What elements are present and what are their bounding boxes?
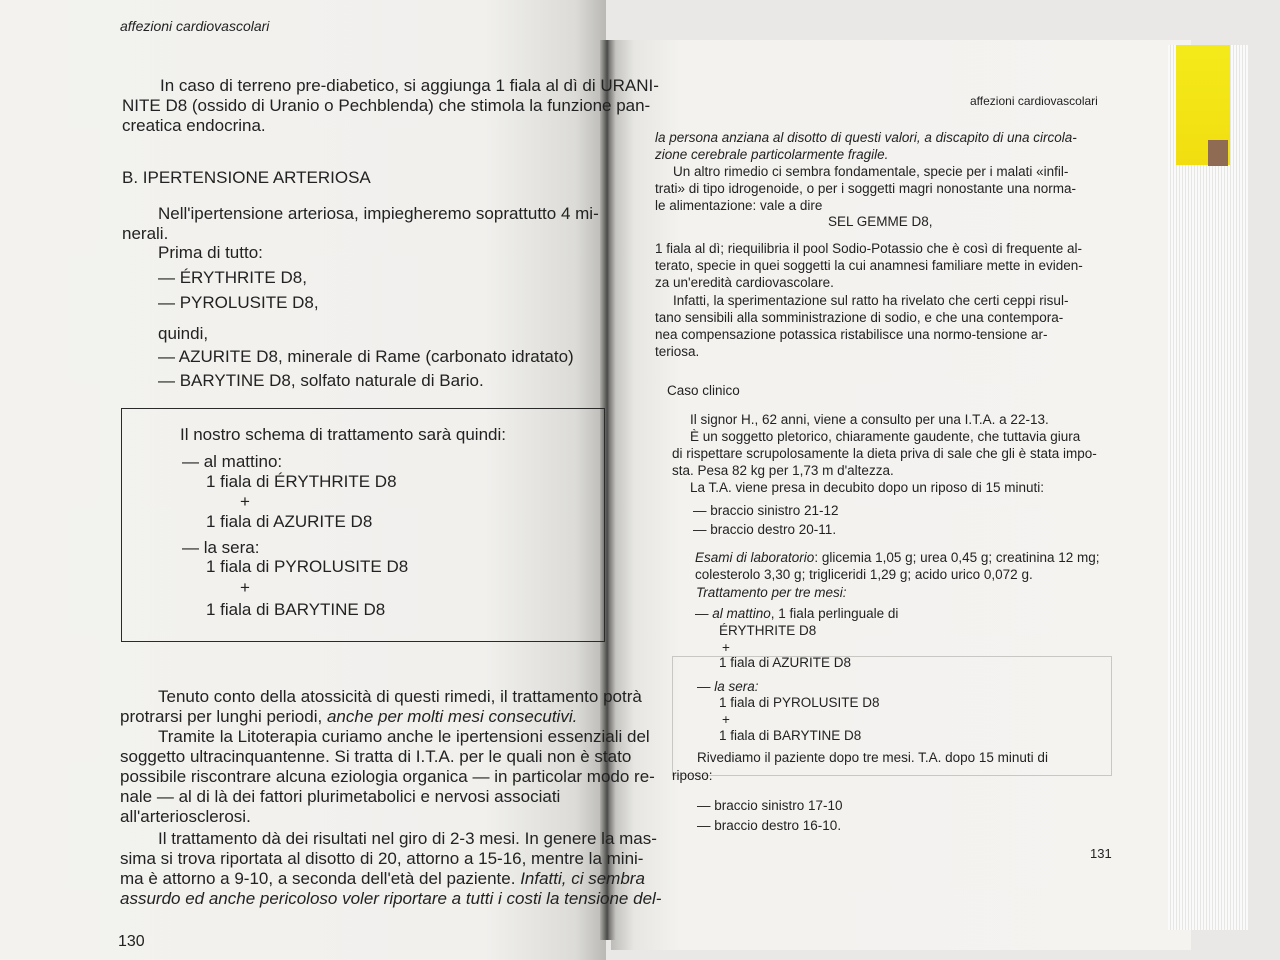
para2-line-1: Tenuto conto della atossicità di questi rimedi, il trattamento potrà [158,687,642,706]
para2-line-4: soggetto ultracinquantenne. Si tratta di I.T.A. per le quali non è stato [120,747,632,766]
list1-item-2: — PYROLUSITE D8, [158,293,319,312]
review-line-1: Rivediamo il paziente dopo tre mesi. T.A. dopo 15 minuti di [697,750,1048,765]
scheme-plus-1: + [240,492,250,511]
scheme-evening: — la sera: [182,538,260,557]
r-para1-line-3: le alimentazione: vale a dire [655,198,823,213]
intro-line-3: creatica endocrina. [122,116,266,135]
para2-line-6: nale — al di là dei fattori plurimetabolici e nervosi associati [120,787,561,806]
r-para1-line-2: trati» di tipo idrogenoide, o per i soggetti magri nonostante una norma- [655,181,1077,196]
r-para3-line-3: nea compensazione potassica ristabilisce una normo-tensione ar- [655,327,1048,342]
case-title: Caso clinico [667,383,740,398]
exams-line-2: colesterolo 3,30 g; trigliceridi 1,29 g; acido urico 0,072 g. [695,567,1033,582]
para1-line-2: nerali. [122,224,169,243]
r-para2-line-1: 1 fiala al dì; riequilibria il pool Sodio-Potassio che è così di frequente al- [655,241,1082,256]
section-title: B. IPERTENSIONE ARTERIOSA [122,168,371,187]
intro-line-1: In caso di terreno pre-diabetico, si aggiunga 1 fiala al dì di URANI- [160,76,659,95]
list2-item-1: — AZURITE D8, minerale di Rame (carbonato idratato) [158,347,574,366]
case-line-5: La T.A. viene presa in decubito dopo un riposo di 15 minuti: [690,480,1044,495]
case-line-2: È un soggetto pletorico, chiaramente gaudente, che tuttavia giura [690,429,1081,444]
para3-line-3: ma è attorno a 9-10, a seconda dell'età del paziente. Infatti, ci sembra [120,869,645,888]
para2-line-3: Tramite la Litoterapia curiamo anche le ipertensioni essenziali del [158,727,650,746]
r-morning-2: 1 fiala di AZURITE D8 [719,655,852,670]
intro-line-2: NITE D8 (ossido di Uranio o Pechblenda) che stimola la funzione pan- [122,96,651,115]
r-para2-line-2: terato, specie in quei soggetti la cui anamnesi familiare mette in eviden- [655,258,1083,273]
remedy-sel-gemme: SEL GEMME D8, [828,214,933,229]
r-evening-1: 1 fiala di PYROLUSITE D8 [719,695,880,710]
r-plus-1: + [722,640,730,655]
bp2-left: — braccio sinistro 17-10 [697,798,843,813]
r-para2-line-3: za un'eredità cardiovascolare. [655,275,834,290]
right-running-head: affezioni cardiovascolari [970,94,1098,108]
scheme-evening-2: 1 fiala di BARYTINE D8 [206,600,386,619]
para3-line-4: assurdo ed anche pericoloso voler riportare a tutti i costi la tensione del- [120,889,662,908]
para3-line-1: Il trattamento dà dei risultati nel giro di 2-3 mesi. In genere la mas- [158,829,657,848]
r-para3-line-2: tano sensibili alla somministrazione di sodio, e che una contempora- [655,310,1064,325]
r-evening-2: 1 fiala di BARYTINE D8 [719,728,862,743]
r-para3-line-4: teriosa. [655,344,700,359]
scheme-plus-2: + [240,578,250,597]
para1-line-1: Nell'ipertensione arteriosa, impiegheremo soprattutto 4 mi- [158,204,599,223]
scheme-morning-2: 1 fiala di AZURITE D8 [206,512,373,531]
r-plus-2: + [722,712,730,727]
cont-line-1: la persona anziana al disotto di questi valori, a discapito di una circola- [655,130,1077,145]
scheme-title: Il nostro schema di trattamento sarà quindi: [180,425,506,444]
scheme-morning-1: 1 fiala di ÉRYTHRITE D8 [206,472,397,491]
right-page-number: 131 [1090,846,1112,861]
bp1-right: — braccio destro 20-11. [693,522,837,537]
bp1-left: — braccio sinistro 21-12 [693,503,839,518]
case-line-4: sta. Pesa 82 kg per 1,73 m d'altezza. [672,463,894,478]
r-morning: — al mattino, 1 fiala perlinguale di [695,606,899,621]
para1-line-3: Prima di tutto: [158,243,263,262]
r-para1-line-1: Un altro rimedio ci sembra fondamentale, specie per i malati «infil- [673,164,1069,179]
para2-line-5: possibile riscontrare alcuna eziologia organica — in particolar modo re- [120,767,655,786]
list2-item-2: — BARYTINE D8, solfato naturale di Bario. [158,371,484,390]
para2-line-2: protrarsi per lunghi periodi, anche per molti mesi consecutivi. [120,707,578,726]
exams-line-1: Esami di laboratorio: glicemia 1,05 g; urea 0,45 g; creatinina 12 mg; [695,550,1100,565]
cont-line-2: zione cerebrale particolarmente fragile. [655,147,889,162]
quindi-text: quindi, [158,324,209,343]
left-page-number: 130 [118,933,145,950]
list1-item-1: — ÉRYTHRITE D8, [158,268,307,287]
r-evening: — la sera: [697,679,759,694]
r-morning-1: ÉRYTHRITE D8 [719,623,817,638]
scheme-morning: — al mattino: [182,452,283,471]
left-running-head: affezioni cardiovascolari [120,18,270,34]
r-para3-line-1: Infatti, la sperimentazione sul ratto ha rivelato che certi ceppi risul- [673,293,1069,308]
para2-line-7: all'arteriosclerosi. [120,807,251,826]
page-edges [1168,45,1248,930]
para3-line-2: sima si trova riportata al disotto di 20, attorno a 15-16, mentre la mini- [120,849,644,868]
case-line-3: di rispettare scrupolosamente la dieta priva di sale che gli è stata impo- [672,446,1097,461]
review-line-2: riposo: [672,768,713,783]
scheme-evening-1: 1 fiala di PYROLUSITE D8 [206,557,409,576]
treatment-title: Trattamento per tre mesi: [696,585,847,600]
edge-mark [1208,140,1228,166]
bp2-right: — braccio destro 16-10. [697,818,842,833]
case-line-1: Il signor H., 62 anni, viene a consulto per una I.T.A. a 22-13. [690,412,1049,427]
